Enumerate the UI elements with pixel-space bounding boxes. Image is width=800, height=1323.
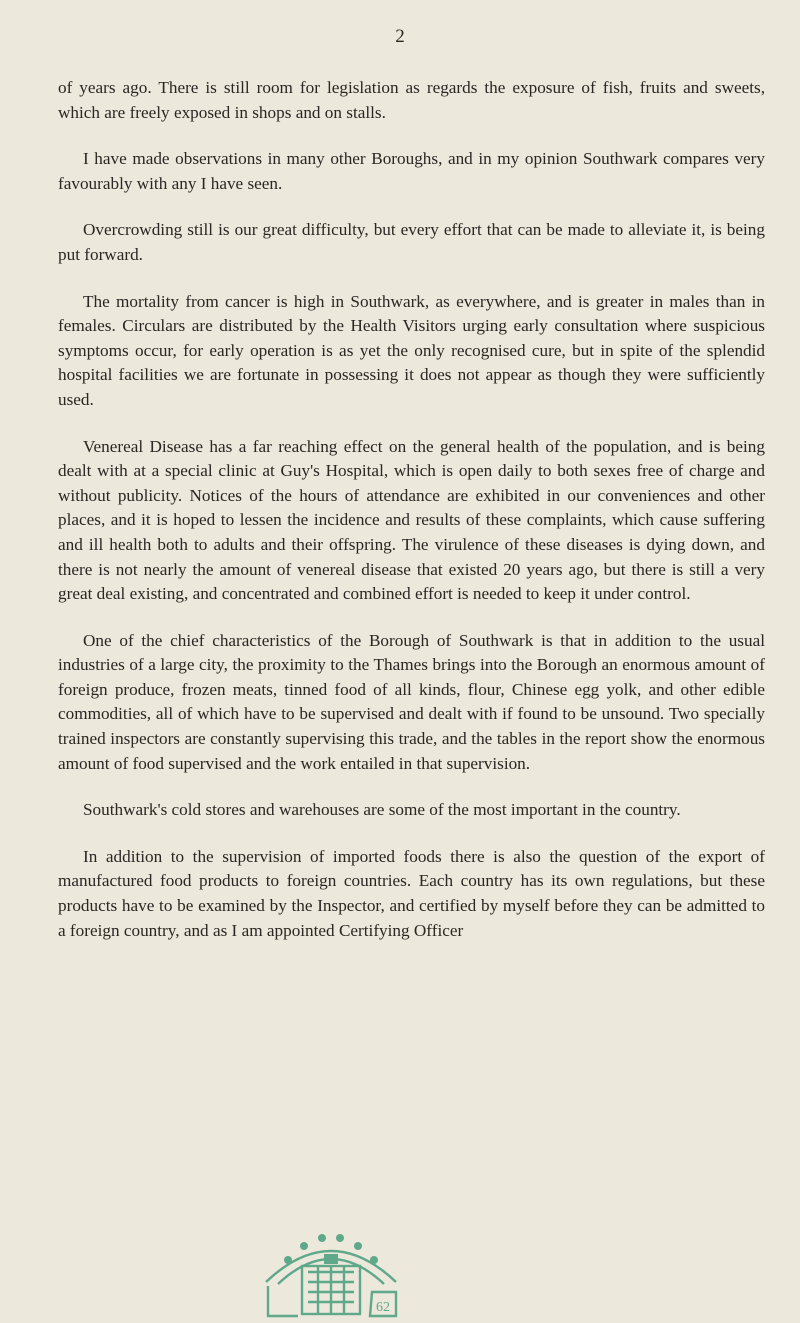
paragraph-cold-stores: Southwark's cold stores and warehouses are some of the most important in the country. [83,800,681,820]
library-stamp-icon [258,1224,404,1318]
paragraph-food-export: In addition to the supervision of imported foods there is also the question of the export of manufactured food products to foreign countries. Each country has its own regulations, but these products have to be examined by the Inspector, and certified by myself before they can be admitted to a foreign country, and as I am appointed Certifying Officer [58,846,765,940]
paragraph-overcrowding: Overcrowding still is our great difficulty, but every effort that can be made to alleviate it, is being put forward. [58,220,765,264]
paragraph-boroughs-comparison: I have made observations in many other Boroughs, and in my opinion Southwark compares very favourably with any I have seen. [58,149,765,193]
paragraph-continuation: of years ago. There is still room for legislation as regards the exposure of fish, fruits and sweets, which are freely exposed in shops and on stalls. [58,78,765,122]
paragraph-foreign-produce: One of the chief characteristics of the Borough of Southwark is that in addition to the usual industries of a large city, the proximity to the Thames brings into the Borough an enormous amount of foreign produce, frozen meats, tinned food of all kinds, flour, Chinese egg yolk, and other edible commodities, all of which have to be supervised and dealt with if found to be unsound. Two specially trained inspectors are constantly supervising this trade, and the tables in the report show the enormous amount of food supervised and the work entailed in that supervision. [58,630,765,773]
page-number: 2 [395,26,405,47]
paragraph-venereal-disease: Venereal Disease has a far reaching effect on the general health of the population, and is being dealt with at a special clinic at Guy's Hospital, which is open daily to both sexes free of charge and without publicity. Notices of the hours of attendance are exhibited in our conveniences and other places, and it is hoped to lessen the incidence and results of these complaints, which cause suffering and ill health both to adults and their offspring. The virulence of these diseases is dying down, and there is not nearly the amount of venereal disease that existed 20 years ago, but there is still a very great deal existing, and concentrated and combined effort is needed to keep it under control. [58,436,765,604]
body-text [58,76,765,965]
paragraph-cancer-mortality: The mortality from cancer is high in Southwark, as everywhere, and is greater in males than in females. Circulars are distributed by the Health Visitors urging early consultation where suspicious symptoms occur, for early operation is as yet the only recognised cure, but in spite of the splendid hospital facilities we are fortunate in possessing it does not appear as though they were sufficiently used. [58,291,765,409]
stamp-number: 62 [376,1300,390,1315]
